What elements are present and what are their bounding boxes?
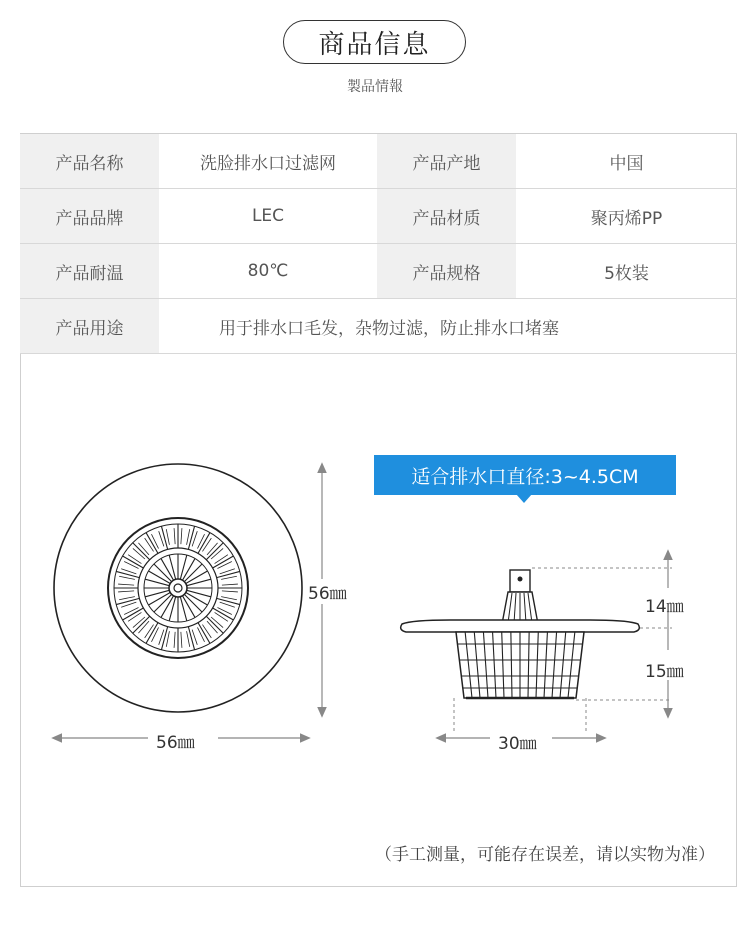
spec-value: LEC bbox=[159, 189, 377, 244]
top-height-label: 56㎜ bbox=[308, 579, 347, 604]
spec-value: 80℃ bbox=[159, 244, 377, 299]
badge-pointer bbox=[516, 494, 532, 503]
side-upper-height-label: 14㎜ bbox=[645, 597, 684, 617]
spec-key: 产品用途 bbox=[20, 299, 159, 354]
top-width-label: 56㎜ bbox=[156, 733, 195, 753]
spec-key: 产品规格 bbox=[377, 244, 516, 299]
section-title bbox=[283, 20, 466, 64]
spec-key: 产品材质 bbox=[377, 189, 516, 244]
spec-value: 中国 bbox=[516, 134, 737, 189]
spec-key: 产品耐温 bbox=[20, 244, 159, 299]
fit-diameter-badge bbox=[374, 455, 676, 495]
fit-diameter-text: 适合排水口直径:3~4.5CM bbox=[411, 465, 639, 488]
spec-key: 产品产地 bbox=[377, 134, 516, 189]
spec-table bbox=[20, 133, 737, 354]
spec-key: 产品名称 bbox=[20, 134, 159, 189]
table-row bbox=[20, 299, 737, 354]
table-row bbox=[20, 134, 737, 189]
top-view-diagram bbox=[40, 455, 340, 755]
side-width-label: 30㎜ bbox=[498, 734, 537, 754]
side-lower-height-label: 15㎜ bbox=[645, 662, 684, 682]
spec-value: 洗脸排水口过滤网 bbox=[159, 134, 377, 189]
spec-value-usage: 用于排水口毛发，杂物过滤，防止排水口堵塞 bbox=[159, 299, 737, 354]
spec-key: 产品品牌 bbox=[20, 189, 159, 244]
spec-value: 聚丙烯PP bbox=[516, 189, 737, 244]
measurement-note: （手工测量，可能存在误差，请以实物为准） bbox=[375, 845, 715, 865]
section-subtitle: 製品情報 bbox=[347, 79, 403, 95]
section-title-text: 商品信息 bbox=[318, 29, 431, 60]
table-row bbox=[20, 244, 737, 299]
spec-value: 5枚装 bbox=[516, 244, 737, 299]
table-row bbox=[20, 189, 737, 244]
side-view-diagram bbox=[390, 540, 710, 760]
